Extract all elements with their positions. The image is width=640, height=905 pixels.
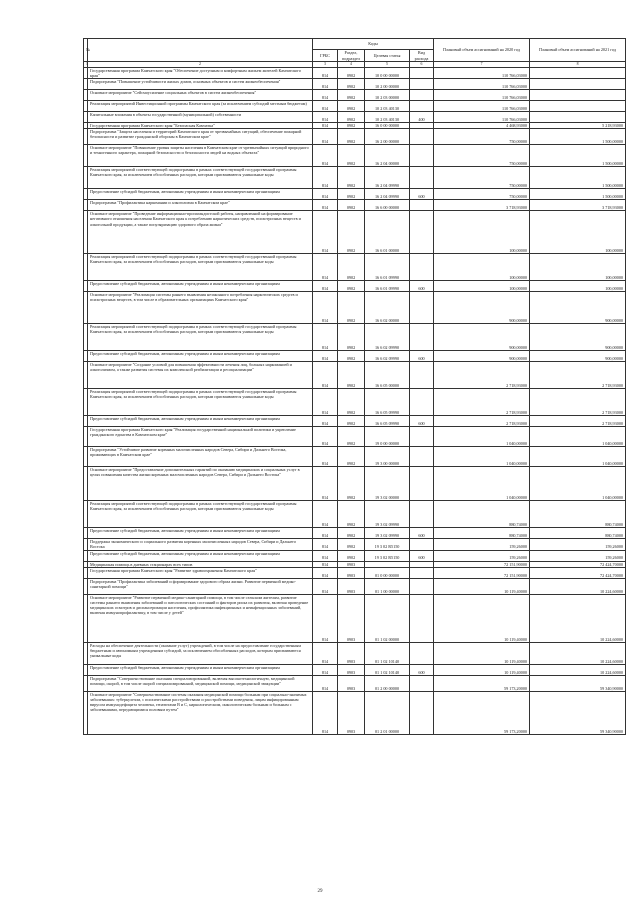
table-row [84, 254, 626, 281]
grbs-cell: 814 [313, 416, 338, 427]
amount-2020-cell: 72 151,90000 [434, 567, 530, 578]
row-name-cell: Подпрограмма "Защита населения и территорий Камчатского края от чрезвычайных ситуаций, обеспечение пожарной безопасности и развитие гражданской обороны в Камчатском крае" [88, 129, 313, 145]
expense-type-cell [410, 567, 434, 578]
amount-2021-cell: 100,00000 [530, 281, 626, 292]
row-name-cell: Подпрограмма "Профилактика наркомании и алкоголизма в Камчатском крае" [88, 200, 313, 211]
target-article-cell: 01 2 01 00000 [365, 691, 410, 734]
row-name-cell: Основное мероприятие "Развитие первичной медико-санитарной помощи, в том числе сельским жителям, развитие системы раннего выявления заболеваний и патологических состояний и факторов риска их развития, включая проведение медицинских осмотров и диспансеризации населения, профилактика инфекционных и неинфекционных заболеваний, включая иммунопрофилактику, в том числе у детей" [88, 594, 313, 642]
razdel-cell: 0902 [338, 67, 365, 78]
grbs-cell: 814 [313, 211, 338, 254]
grbs-cell: 814 [313, 578, 338, 594]
amount-2020-cell: 110 766,03000 [434, 111, 530, 122]
target-article-cell: 16 6 01 00000 [365, 211, 410, 254]
expense-type-cell: 400 [410, 111, 434, 122]
row-name-cell: Государственная программа Камчатского края "Обеспечение доступным и комфортным жильем жителей Камчатского края" [88, 67, 313, 78]
expense-type-cell [410, 642, 434, 664]
amount-2021-cell: 1 040,00000 [530, 467, 626, 501]
grbs-cell: 814 [313, 561, 338, 567]
razdel-cell: 0902 [338, 447, 365, 467]
razdel-cell: 0902 [338, 427, 365, 447]
table-row [84, 528, 626, 539]
table-row [84, 675, 626, 691]
row-name-cell: Предоставление субсидий бюджетным, автономным учреждениям и иным некоммерческим организациям [88, 664, 313, 675]
row-name-cell: Государственная программа Камчатского края "Реализация государственной национальной политики и укрепление гражданского единства в Камчатском крае" [88, 427, 313, 447]
razdel-cell: 0903 [338, 664, 365, 675]
expense-type-cell [410, 67, 434, 78]
target-article-cell: 10 2 03 40130 [365, 111, 410, 122]
header-codes: Коды [313, 39, 434, 50]
table-row [84, 578, 626, 594]
amount-2021-cell: 1 500,00000 [530, 129, 626, 145]
razdel-cell: 0902 [338, 389, 365, 416]
target-article-cell: 19 3 02 R5150 [365, 539, 410, 550]
grbs-cell: 814 [313, 111, 338, 122]
amount-2021-cell: 2 718,93000 [530, 416, 626, 427]
header-grbs: ГРБС [313, 50, 338, 62]
target-article-cell: 19 3 02 09990 [365, 528, 410, 539]
col-index: 4 [338, 62, 365, 68]
expense-type-cell [410, 691, 434, 734]
target-article-cell: 16 6 02 09990 [365, 351, 410, 362]
header-expense-type: Вид расхода [410, 50, 434, 62]
grbs-cell: 814 [313, 675, 338, 691]
expense-type-cell [410, 167, 434, 189]
table-row [84, 416, 626, 427]
amount-2021-cell: 1 040,00000 [530, 447, 626, 467]
expense-type-cell [410, 89, 434, 100]
row-name-cell: Реализация мероприятий соответствующей подпрограммы в рамках соответствующей государственной программы Камчатского края, за исключением обособленных расходов, которым присваиваются уникальные коды [88, 324, 313, 351]
expense-type-cell [410, 467, 434, 501]
amount-2021-cell: 59 340,90000 [530, 675, 626, 691]
razdel-cell: 0903 [338, 691, 365, 734]
col-index: 7 [434, 62, 530, 68]
amount-2021-cell [530, 89, 626, 100]
target-article-cell: 16 6 01 09990 [365, 281, 410, 292]
expense-type-cell [410, 200, 434, 211]
expense-type-cell: 600 [410, 528, 434, 539]
grbs-cell: 814 [313, 145, 338, 167]
amount-2020-cell: 10 119,40000 [434, 642, 530, 664]
table-row [84, 691, 626, 734]
table-row [84, 351, 626, 362]
expense-type-cell [410, 389, 434, 416]
amount-2021-cell: 880,74000 [530, 501, 626, 528]
amount-2020-cell: 110 766,03000 [434, 78, 530, 89]
col-index: 3 [313, 62, 338, 68]
row-name-cell: Основное мероприятие "Создание условий для повышения эффективности лечения лиц, больных наркоманией и алкоголизмом, а также развития системы их комплексной реабилитации и ресоциализации" [88, 362, 313, 389]
amount-2020-cell: 10 119,40000 [434, 578, 530, 594]
razdel-cell: 0902 [338, 122, 365, 128]
grbs-cell: 814 [313, 200, 338, 211]
grbs-cell: 814 [313, 664, 338, 675]
expense-type-cell [410, 578, 434, 594]
target-article-cell: 16 6 02 00000 [365, 292, 410, 324]
target-article-cell: 19 3 02 00000 [365, 467, 410, 501]
amount-2021-cell: 100,00000 [530, 254, 626, 281]
expense-type-cell [410, 254, 434, 281]
amount-2020-cell: 750,00000 [434, 145, 530, 167]
row-name-cell: Подпрограмма "Профилактика заболеваний и формирование здорового образа жизни. Развитие первичной медико-санитарной помощи" [88, 578, 313, 594]
table-row [84, 501, 626, 528]
razdel-cell: 0902 [338, 539, 365, 550]
razdel-cell: 0902 [338, 100, 365, 111]
target-article-cell: 16 2 04 09990 [365, 167, 410, 189]
table-row [84, 427, 626, 447]
table-row [84, 89, 626, 100]
target-article-cell: 01 1 00 00000 [365, 578, 410, 594]
table-body [84, 67, 626, 734]
row-name-cell: Реализация мероприятий соответствующей подпрограммы в рамках соответствующей государственной программы Камчатского края, за исключением обособленных расходов, которым присваиваются уникальные коды [88, 501, 313, 528]
budget-table-page [83, 38, 625, 735]
amount-2020-cell: 100,00000 [434, 281, 530, 292]
table-row [84, 100, 626, 111]
amount-2021-cell: 900,00000 [530, 324, 626, 351]
row-name-cell: Предоставление субсидий бюджетным, автономным учреждениям и иным некоммерческим организациям [88, 189, 313, 200]
expense-type-cell [410, 362, 434, 389]
razdel-cell: 0902 [338, 362, 365, 389]
razdel-cell: 0902 [338, 89, 365, 100]
target-article-cell: 10 2 03 40130 [365, 100, 410, 111]
row-name-cell: Предоставление субсидий бюджетным, автономным учреждениям и иным некоммерческим организациям [88, 351, 313, 362]
expense-type-cell [410, 427, 434, 447]
target-article-cell: 01 2 00 00000 [365, 675, 410, 691]
target-article-cell: 16 6 05 09990 [365, 416, 410, 427]
col-index: 2 [88, 62, 313, 68]
razdel-cell: 0902 [338, 416, 365, 427]
target-article-cell: 16 2 04 00000 [365, 145, 410, 167]
expense-type-cell: 600 [410, 281, 434, 292]
grbs-cell: 814 [313, 467, 338, 501]
amount-2021-cell: 2 718,93000 [530, 389, 626, 416]
col-index: 5 [365, 62, 410, 68]
row-name-cell: Подпрограмма "Совершенствование оказания специализированной, включая высокотехнологичную, медицинской помощи, скорой, в том числе скорой специализированной, медицинской помощи, медицинской эвакуации" [88, 675, 313, 691]
expense-type-cell [410, 100, 434, 111]
amount-2020-cell: 880,74000 [434, 501, 530, 528]
table-row [84, 567, 626, 578]
amount-2020-cell: 2 718,93000 [434, 362, 530, 389]
razdel-cell: 0902 [338, 292, 365, 324]
grbs-cell: 814 [313, 67, 338, 78]
grbs-cell: 814 [313, 594, 338, 642]
amount-2020-cell: 159,26000 [434, 550, 530, 561]
amount-2020-cell: 100,00000 [434, 254, 530, 281]
target-article-cell: 16 2 04 09990 [365, 189, 410, 200]
razdel-cell: 0902 [338, 501, 365, 528]
razdel-cell: 0902 [338, 550, 365, 561]
target-article-cell: 16 6 05 09990 [365, 389, 410, 416]
grbs-cell: 814 [313, 501, 338, 528]
razdel-cell: 0902 [338, 200, 365, 211]
razdel-cell: 0902 [338, 254, 365, 281]
row-name-cell: Реализация мероприятий соответствующей подпрограммы в рамках соответствующей государственной программы Камчатского края, за исключением обособленных расходов, которым присваиваются уникальные коды [88, 389, 313, 416]
razdel-cell: 0902 [338, 281, 365, 292]
row-name-cell: Капитальные вложения в объекты государственной (муниципальной) собственности [88, 111, 313, 122]
razdel-cell: 0903 [338, 567, 365, 578]
expense-type-cell [410, 211, 434, 254]
grbs-cell: 814 [313, 100, 338, 111]
row-name-cell: Предоставление субсидий бюджетным, автономным учреждениям и иным некоммерческим организациям [88, 281, 313, 292]
grbs-cell: 814 [313, 362, 338, 389]
amount-2020-cell: 159,26000 [434, 539, 530, 550]
expense-type-cell [410, 324, 434, 351]
amount-2020-cell: 2 718,93000 [434, 416, 530, 427]
amount-2021-cell: 10 224,60000 [530, 664, 626, 675]
amount-2020-cell: 100,00000 [434, 211, 530, 254]
amount-2020-cell: 750,00000 [434, 167, 530, 189]
grbs-cell: 814 [313, 78, 338, 89]
table-row [84, 211, 626, 254]
grbs-cell: 814 [313, 427, 338, 447]
expense-type-cell [410, 501, 434, 528]
grbs-cell: 814 [313, 691, 338, 734]
amount-2021-cell: 10 224,60000 [530, 642, 626, 664]
amount-2020-cell: 900,00000 [434, 351, 530, 362]
row-name-cell: Подпрограмма "Устойчивое развитие коренных малочисленных народов Севера, Сибири и Дальнего Востока, проживающих в Камчатском крае" [88, 447, 313, 467]
header-amount-2020: Плановый объем ассигнований на 2020 год [434, 39, 530, 62]
row-name-cell: Основное мероприятие "Проведение информационно-пропагандистской работы, направленной на формирование негативного отношения населения Камчатского края к потреблению наркотических средств, психотропных веществ и алкогольной продукции, а также популяризацию здорового образа жизни" [88, 211, 313, 254]
table-row [84, 389, 626, 416]
header-number: № [84, 39, 88, 62]
razdel-cell: 0903 [338, 561, 365, 567]
expense-type-cell [410, 594, 434, 642]
target-article-cell: 16 2 00 00000 [365, 129, 410, 145]
amount-2020-cell: 880,74000 [434, 528, 530, 539]
expense-type-cell [410, 675, 434, 691]
razdel-cell: 0902 [338, 211, 365, 254]
razdel-cell: 0902 [338, 111, 365, 122]
amount-2021-cell: 159,26000 [530, 550, 626, 561]
row-name-cell: Предоставление субсидий бюджетным, автономным учреждениям и иным некоммерческим организациям [88, 528, 313, 539]
amount-2021-cell: 880,74000 [530, 528, 626, 539]
header-razdel: Раздел, подраздел [338, 50, 365, 62]
row-name-cell: Реализация мероприятий соответствующей подпрограммы в рамках соответствующей государственной программы Камчатского края, за исключением обособленных расходов, которым присваиваются уникальные коды [88, 254, 313, 281]
grbs-cell: 814 [313, 567, 338, 578]
target-article-cell: 01 1 02 10140 [365, 664, 410, 675]
table-row [84, 78, 626, 89]
row-name-cell: Медицинская помощь в дневных стационарах всех типов [88, 561, 313, 567]
expense-type-cell [410, 145, 434, 167]
table-row [84, 189, 626, 200]
amount-2020-cell: 10 119,40000 [434, 594, 530, 642]
row-name-cell: Предоставление субсидий бюджетным, автономным учреждениям и иным некоммерческим организациям [88, 550, 313, 561]
amount-2021-cell: 100,00000 [530, 211, 626, 254]
expense-type-cell: 600 [410, 351, 434, 362]
amount-2020-cell: 1 040,00000 [434, 467, 530, 501]
col-index: 8 [530, 62, 626, 68]
grbs-cell: 814 [313, 292, 338, 324]
amount-2021-cell: 5 218,93000 [530, 122, 626, 128]
razdel-cell: 0903 [338, 594, 365, 642]
table-row [84, 111, 626, 122]
table-row [84, 447, 626, 467]
amount-2020-cell: 750,00000 [434, 129, 530, 145]
row-name-cell: Основное мероприятие "Сейсмоусиление социальных объектов в систем жизнеобеспечения" [88, 89, 313, 100]
table-row [84, 67, 626, 78]
row-name-cell: Основное мероприятие "Предоставление дополнительных гарантий по оказанию медицинских и социальных услуг в целях повышения качества жизни коренных малочисленных народов Севера, Сибири и Дальнего Востока" [88, 467, 313, 501]
amount-2020-cell: 4 468,93000 [434, 122, 530, 128]
table-row [84, 664, 626, 675]
grbs-cell: 814 [313, 122, 338, 128]
expense-type-cell: 600 [410, 416, 434, 427]
razdel-cell: 0902 [338, 78, 365, 89]
table-row [84, 642, 626, 664]
row-name-cell: Основное мероприятие "Совершенствование системы оказания медицинской помощи больным при социально-значимых заболеваниях: туберкулезом, с психическими расстройствами и расстройствами поведения, лицам инфицированным вирусом иммунодефицита человека, гепатитами B и C, наркологическим, онкологическим больным и больным с заболеваниями, передающимися половым путем" [88, 691, 313, 734]
budget-table [83, 38, 626, 735]
razdel-cell: 0902 [338, 145, 365, 167]
table-row [84, 145, 626, 167]
target-article-cell: 16 6 05 00000 [365, 362, 410, 389]
amount-2021-cell: 10 224,60000 [530, 594, 626, 642]
table-row [84, 594, 626, 642]
target-article-cell: 10 0 00 00000 [365, 67, 410, 78]
amount-2021-cell: 72 424,70000 [530, 567, 626, 578]
razdel-cell: 0902 [338, 324, 365, 351]
razdel-cell: 0902 [338, 467, 365, 501]
grbs-cell: 814 [313, 351, 338, 362]
expense-type-cell: 600 [410, 664, 434, 675]
row-name-cell: Основное мероприятие "Реализация системы раннего выявления незаконного потребления наркотических средств и психотропных веществ, в том числе в образовательных организациях Камчатского края" [88, 292, 313, 324]
grbs-cell: 814 [313, 528, 338, 539]
target-article-cell: 16 6 02 09990 [365, 324, 410, 351]
amount-2020-cell: 1 040,00000 [434, 447, 530, 467]
grbs-cell: 814 [313, 129, 338, 145]
target-article-cell: 01 0 00 00000 [365, 567, 410, 578]
razdel-cell: 0902 [338, 167, 365, 189]
razdel-cell: 0903 [338, 642, 365, 664]
amount-2021-cell: 1 040,00000 [530, 427, 626, 447]
expense-type-cell [410, 539, 434, 550]
razdel-cell: 0902 [338, 189, 365, 200]
expense-type-cell [410, 129, 434, 145]
target-article-cell: 19 3 00 00000 [365, 447, 410, 467]
razdel-cell: 0902 [338, 528, 365, 539]
target-article-cell: 16 0 00 00000 [365, 122, 410, 128]
grbs-cell: 814 [313, 281, 338, 292]
amount-2020-cell: 59 173,20000 [434, 691, 530, 734]
target-article-cell: 19 0 00 00000 [365, 427, 410, 447]
row-name-cell: Предоставление субсидий бюджетным, автономным учреждениям и иным некоммерческим организациям [88, 416, 313, 427]
grbs-cell: 814 [313, 447, 338, 467]
grbs-cell: 814 [313, 539, 338, 550]
target-article-cell: 19 3 02 09990 [365, 501, 410, 528]
razdel-cell: 0903 [338, 578, 365, 594]
amount-2020-cell: 3 718,93000 [434, 200, 530, 211]
table-row [84, 467, 626, 501]
amount-2021-cell [530, 67, 626, 78]
table-row [84, 550, 626, 561]
grbs-cell: 814 [313, 642, 338, 664]
target-article-cell: 10 2 00 00000 [365, 78, 410, 89]
amount-2021-cell: 2 718,93000 [530, 362, 626, 389]
target-article-cell: 01 1 02 00000 [365, 594, 410, 642]
grbs-cell: 814 [313, 254, 338, 281]
row-name-cell: Государственная программа Камчатского края "Безопасная Камчатка" [88, 122, 313, 128]
amount-2020-cell: 2 718,93000 [434, 389, 530, 416]
amount-2020-cell: 59 173,20000 [434, 675, 530, 691]
table-row [84, 539, 626, 550]
amount-2020-cell: 110 766,03000 [434, 89, 530, 100]
grbs-cell: 814 [313, 167, 338, 189]
amount-2021-cell: 10 224,60000 [530, 578, 626, 594]
table-row [84, 362, 626, 389]
row-name-cell: Расходы на обеспечение деятельности (оказание услуг) учреждений, в том числе на предоставление государственным бюджетным и автономным учреждениям субсидий, за исключением обособленных расходов, которым присваиваются уникальные коды [88, 642, 313, 664]
grbs-cell: 814 [313, 324, 338, 351]
expense-type-cell: 600 [410, 189, 434, 200]
amount-2020-cell: 1 040,00000 [434, 427, 530, 447]
target-article-cell: 16 6 01 09990 [365, 254, 410, 281]
grbs-cell: 814 [313, 189, 338, 200]
amount-2021-cell: 72 424,70000 [530, 561, 626, 567]
amount-2020-cell: 750,00000 [434, 189, 530, 200]
header-name [88, 39, 313, 62]
table-row [84, 200, 626, 211]
amount-2020-cell: 900,00000 [434, 292, 530, 324]
amount-2020-cell: 110 766,03000 [434, 67, 530, 78]
row-name-cell: Подпрограмма "Повышение устойчивости жилых домов, основных объектов и систем жизнеобеспечения" [88, 78, 313, 89]
amount-2021-cell [530, 111, 626, 122]
row-name-cell: Государственная программа Камчатского края "Развитие здравоохранения Камчатского края" [88, 567, 313, 578]
expense-type-cell [410, 447, 434, 467]
amount-2021-cell: 1 500,00000 [530, 189, 626, 200]
amount-2021-cell: 159,26000 [530, 539, 626, 550]
table-row [84, 129, 626, 145]
header-amount-2021: Плановый объем ассигнований на 2021 год [530, 39, 626, 62]
target-article-cell: 01 1 02 10140 [365, 642, 410, 664]
amount-2020-cell: 10 119,40000 [434, 664, 530, 675]
amount-2021-cell: 59 340,90000 [530, 691, 626, 734]
target-article-cell: 10 2 03 00000 [365, 89, 410, 100]
row-name-cell: Основное мероприятие "Повышение уровня защиты населения в Камчатском крае от чрезвычайных ситуаций природного и техногенного характера, пожарной безопасности и безопасности людей на водных объектах" [88, 145, 313, 167]
table-row [84, 281, 626, 292]
razdel-cell: 0902 [338, 129, 365, 145]
target-article-cell: 19 3 02 R5150 [365, 550, 410, 561]
row-name-cell: Реализация мероприятий соответствующей подпрограммы в рамках соответствующей государственной программы Камчатского края, за исключением обособленных расходов, которым присваиваются уникальные коды [88, 167, 313, 189]
amount-2021-cell: 1 500,00000 [530, 145, 626, 167]
razdel-cell: 0902 [338, 351, 365, 362]
razdel-cell: 0903 [338, 675, 365, 691]
target-article-cell: 16 6 00 00000 [365, 200, 410, 211]
expense-type-cell: 600 [410, 550, 434, 561]
amount-2021-cell: 3 718,93000 [530, 200, 626, 211]
amount-2021-cell: 900,00000 [530, 292, 626, 324]
table-row [84, 167, 626, 189]
amount-2020-cell: 900,00000 [434, 324, 530, 351]
grbs-cell: 814 [313, 89, 338, 100]
col-index: 6 [410, 62, 434, 68]
table-row [84, 292, 626, 324]
amount-2021-cell [530, 100, 626, 111]
grbs-cell: 814 [313, 550, 338, 561]
header-target-article: Целевая статья [365, 50, 410, 62]
amount-2020-cell: 72 151,90000 [434, 561, 530, 567]
amount-2020-cell: 110 766,03000 [434, 100, 530, 111]
expense-type-cell [410, 78, 434, 89]
grbs-cell: 814 [313, 389, 338, 416]
amount-2021-cell: 900,00000 [530, 351, 626, 362]
col-index: 1 [84, 62, 88, 68]
amount-2021-cell [530, 78, 626, 89]
row-name-cell: Реализация мероприятий Инвестиционной программы Камчатского края (за исключением субсидий местным бюджетам) [88, 100, 313, 111]
table-row [84, 324, 626, 351]
row-name-cell: Поддержка экономического и социального развития коренных малочисленных народов Севера, Сибири и Дальнего Востока [88, 539, 313, 550]
page-number: 29 [317, 889, 323, 894]
amount-2021-cell: 1 500,00000 [530, 167, 626, 189]
expense-type-cell [410, 292, 434, 324]
